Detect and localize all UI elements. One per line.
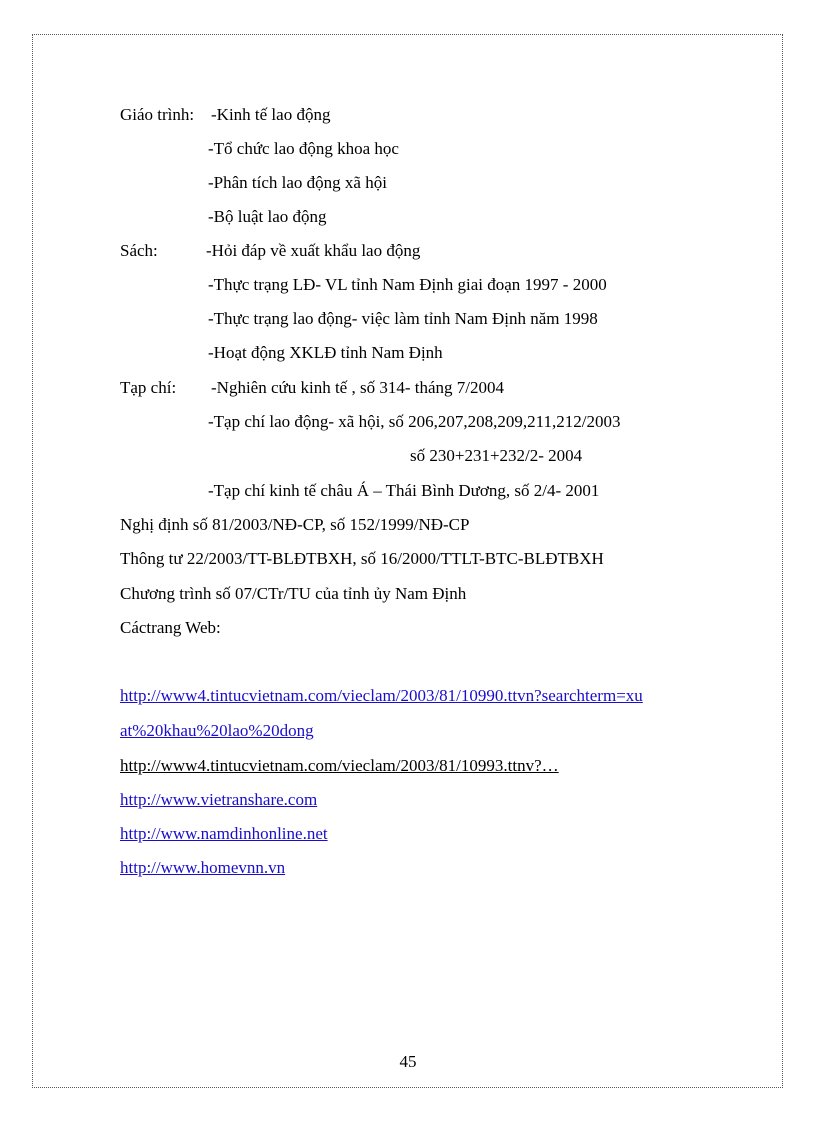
book-item: -Hỏi đáp về xuất khẩu lao động: [206, 241, 421, 260]
websites-label: Cáctrang Web:: [120, 618, 221, 637]
program-reference: Chương trình số 07/CTr/TU của tỉnh ủy Nam Định: [120, 584, 467, 603]
textbooks-label: Giáo trình:: [120, 105, 195, 124]
page-number: 45: [399, 1052, 417, 1071]
book-item: -Thực trạng LĐ- VL tỉnh Nam Định giai đoạn 1997 - 2000: [208, 275, 607, 294]
journals-label: Tạp chí:: [120, 378, 177, 397]
journal-item: -Tạp chí lao động- xã hội, số 206,207,208,209,211,212/2003: [208, 412, 621, 431]
website-link[interactable]: http://www4.tintucvietnam.com/vieclam/2003/81/10990.ttvn?searchterm=xu: [120, 686, 643, 705]
textbook-item: -Bộ luật lao động: [208, 207, 327, 226]
book-item: -Thực trạng lao động- việc làm tỉnh Nam Định năm 1998: [208, 309, 598, 328]
circular-reference: Thông tư 22/2003/TT-BLĐTBXH, số 16/2000/TTLT-BTC-BLĐTBXH: [120, 549, 604, 568]
website-link[interactable]: http://www.homevnn.vn: [120, 858, 286, 877]
website-link[interactable]: http://www4.tintucvietnam.com/vieclam/2003/81/10993.ttnv?…: [120, 756, 559, 775]
website-link[interactable]: http://www.vietranshare.com: [120, 790, 318, 809]
textbook-item: -Tổ chức lao động khoa học: [208, 139, 399, 158]
website-link[interactable]: http://www.namdinhonline.net: [120, 824, 328, 843]
website-link-continuation[interactable]: at%20khau%20lao%20dong: [120, 721, 314, 740]
textbook-item: -Kinh tế lao động: [211, 105, 331, 124]
journal-item: -Nghiên cứu kinh tế , số 314- tháng 7/2004: [211, 378, 504, 397]
textbook-item: -Phân tích lao động xã hội: [208, 173, 387, 192]
book-item: -Hoạt động XKLĐ tỉnh Nam Định: [208, 343, 443, 362]
journal-item: -Tạp chí kinh tế châu Á – Thái Bình Dương, số 2/4- 2001: [208, 481, 600, 500]
decree-reference: Nghị định số 81/2003/NĐ-CP, số 152/1999/NĐ-CP: [120, 515, 470, 534]
journal-item-continuation: số 230+231+232/2- 2004: [410, 446, 583, 465]
books-label: Sách:: [120, 241, 158, 260]
